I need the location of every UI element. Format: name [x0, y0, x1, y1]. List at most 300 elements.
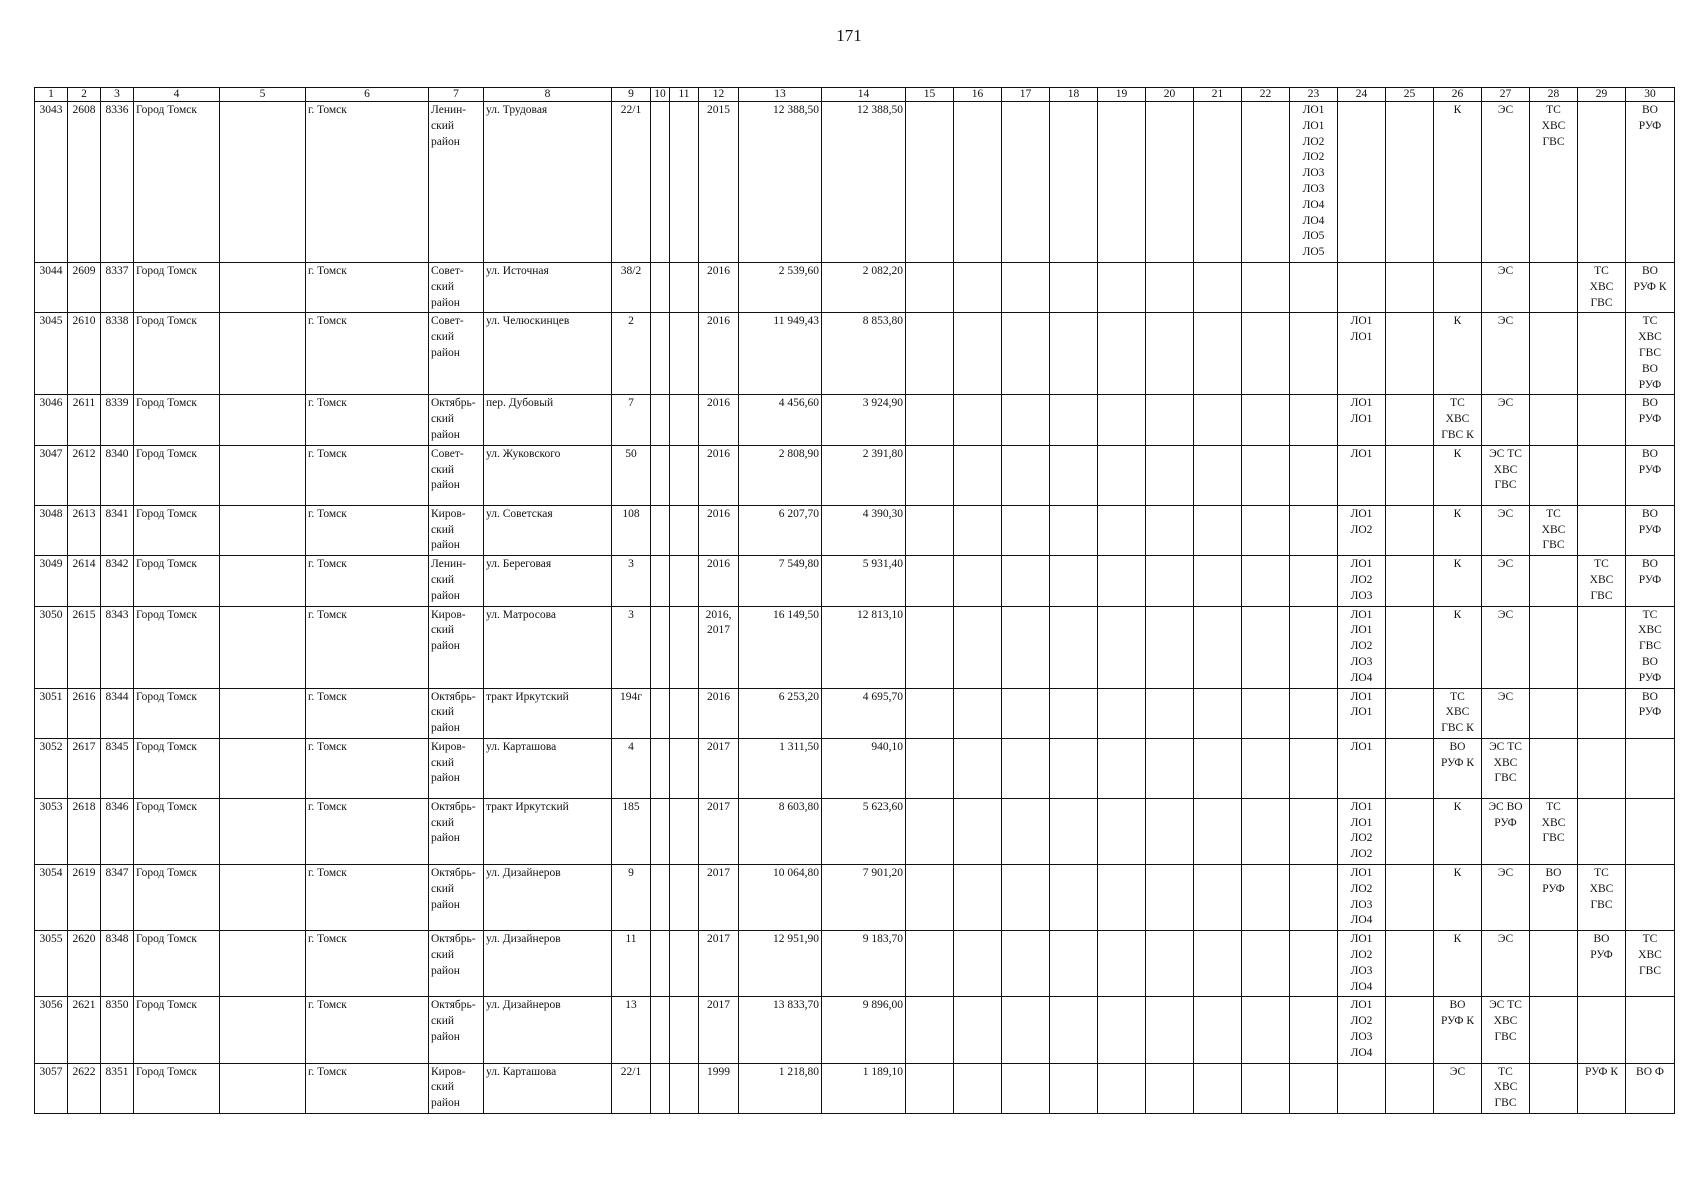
column-header-14: 14 [822, 88, 906, 102]
cell-col-8: ул. Советская [484, 505, 612, 555]
cell-col-24 [1338, 102, 1386, 263]
cell-col-29 [1578, 395, 1626, 445]
cell-col-11 [670, 738, 699, 798]
cell-col-23 [1290, 865, 1338, 931]
cell-col-1: 3050 [35, 606, 68, 688]
cell-col-27: ЭС [1482, 606, 1530, 688]
cell-col-12: 2017 [699, 798, 739, 864]
cell-col-13: 4 456,60 [739, 395, 822, 445]
cell-col-19 [1098, 395, 1146, 445]
cell-col-25 [1386, 395, 1434, 445]
cell-col-14: 2 082,20 [822, 262, 906, 312]
cell-col-20 [1146, 262, 1194, 312]
cell-col-23 [1290, 395, 1338, 445]
column-header-11: 11 [670, 88, 699, 102]
cell-col-20 [1146, 445, 1194, 505]
cell-col-18 [1050, 102, 1098, 263]
cell-col-12: 2016 [699, 262, 739, 312]
cell-col-18 [1050, 688, 1098, 738]
cell-col-5 [220, 505, 306, 555]
cell-col-5 [220, 997, 306, 1063]
cell-col-25 [1386, 556, 1434, 606]
cell-col-24: ЛО1 ЛО1 [1338, 395, 1386, 445]
cell-col-10 [651, 688, 670, 738]
cell-col-18 [1050, 505, 1098, 555]
cell-col-24: ЛО1 ЛО2 [1338, 505, 1386, 555]
table-body [35, 102, 1675, 1114]
cell-col-14: 12 813,10 [822, 606, 906, 688]
cell-col-21 [1194, 313, 1242, 395]
cell-col-28 [1530, 1063, 1578, 1113]
cell-col-5 [220, 556, 306, 606]
column-header-21: 21 [1194, 88, 1242, 102]
cell-col-19 [1098, 738, 1146, 798]
cell-col-4: Город Томск [134, 865, 220, 931]
cell-col-7: Октябрь- ский район [429, 997, 484, 1063]
cell-col-1: 3052 [35, 738, 68, 798]
cell-col-24: ЛО1 ЛО2 ЛО3 ЛО4 [1338, 931, 1386, 997]
cell-col-30: ВО РУФ [1626, 505, 1675, 555]
cell-col-12: 2016 [699, 313, 739, 395]
cell-col-21 [1194, 445, 1242, 505]
column-header-20: 20 [1146, 88, 1194, 102]
cell-col-22 [1242, 738, 1290, 798]
cell-col-10 [651, 313, 670, 395]
cell-col-8: ул. Дизайнеров [484, 865, 612, 931]
cell-col-22 [1242, 313, 1290, 395]
cell-col-5 [220, 445, 306, 505]
cell-col-13: 1 311,50 [739, 738, 822, 798]
cell-col-14: 9 183,70 [822, 931, 906, 997]
cell-col-10 [651, 738, 670, 798]
cell-col-22 [1242, 865, 1290, 931]
cell-col-7: Октябрь- ский район [429, 931, 484, 997]
cell-col-6: г. Томск [306, 865, 429, 931]
cell-col-18 [1050, 738, 1098, 798]
table-row [35, 102, 1675, 263]
cell-col-20 [1146, 556, 1194, 606]
cell-col-27: ЭС [1482, 556, 1530, 606]
cell-col-27: ЭС ТС ХВС ГВС [1482, 445, 1530, 505]
cell-col-12: 2016, 2017 [699, 606, 739, 688]
cell-col-16 [954, 606, 1002, 688]
cell-col-13: 1 218,80 [739, 1063, 822, 1113]
cell-col-25 [1386, 865, 1434, 931]
cell-col-17 [1002, 865, 1050, 931]
cell-col-26: К [1434, 556, 1482, 606]
cell-col-21 [1194, 997, 1242, 1063]
cell-col-15 [906, 505, 954, 555]
cell-col-15 [906, 997, 954, 1063]
cell-col-3: 8351 [101, 1063, 134, 1113]
column-header-13: 13 [739, 88, 822, 102]
cell-col-21 [1194, 738, 1242, 798]
cell-col-1: 3048 [35, 505, 68, 555]
cell-col-6: г. Томск [306, 102, 429, 263]
cell-col-4: Город Томск [134, 798, 220, 864]
cell-col-30: ТС ХВС ГВС ВО РУФ [1626, 606, 1675, 688]
cell-col-6: г. Томск [306, 505, 429, 555]
cell-col-15 [906, 102, 954, 263]
column-header-30: 30 [1626, 88, 1675, 102]
cell-col-13: 7 549,80 [739, 556, 822, 606]
cell-col-11 [670, 798, 699, 864]
cell-col-24: ЛО1 [1338, 445, 1386, 505]
column-header-5: 5 [220, 88, 306, 102]
cell-col-10 [651, 505, 670, 555]
cell-col-16 [954, 445, 1002, 505]
table-row [35, 798, 1675, 864]
cell-col-19 [1098, 505, 1146, 555]
data-table [34, 87, 1675, 1114]
column-header-25: 25 [1386, 88, 1434, 102]
cell-col-17 [1002, 102, 1050, 263]
cell-col-16 [954, 798, 1002, 864]
cell-col-25 [1386, 606, 1434, 688]
cell-col-27: ЭС [1482, 865, 1530, 931]
table-row [35, 688, 1675, 738]
table-row [35, 313, 1675, 395]
cell-col-23 [1290, 445, 1338, 505]
cell-col-28 [1530, 738, 1578, 798]
cell-col-25 [1386, 738, 1434, 798]
cell-col-25 [1386, 102, 1434, 263]
cell-col-9: 108 [612, 505, 651, 555]
cell-col-3: 8339 [101, 395, 134, 445]
cell-col-11 [670, 1063, 699, 1113]
cell-col-7: Октябрь- ский район [429, 688, 484, 738]
cell-col-27: ЭС ТС ХВС ГВС [1482, 997, 1530, 1063]
cell-col-14: 7 901,20 [822, 865, 906, 931]
cell-col-8: ул. Трудовая [484, 102, 612, 263]
column-header-9: 9 [612, 88, 651, 102]
cell-col-22 [1242, 1063, 1290, 1113]
cell-col-10 [651, 102, 670, 263]
cell-col-29 [1578, 738, 1626, 798]
cell-col-26: К [1434, 505, 1482, 555]
cell-col-13: 13 833,70 [739, 997, 822, 1063]
table-row [35, 395, 1675, 445]
cell-col-27: ЭС [1482, 931, 1530, 997]
cell-col-28: ТС ХВС ГВС [1530, 505, 1578, 555]
cell-col-21 [1194, 798, 1242, 864]
cell-col-25 [1386, 313, 1434, 395]
column-header-26: 26 [1434, 88, 1482, 102]
cell-col-2: 2615 [68, 606, 101, 688]
cell-col-23 [1290, 606, 1338, 688]
cell-col-11 [670, 931, 699, 997]
cell-col-15 [906, 738, 954, 798]
cell-col-29 [1578, 313, 1626, 395]
cell-col-12: 2017 [699, 931, 739, 997]
cell-col-18 [1050, 445, 1098, 505]
table-row [35, 505, 1675, 555]
cell-col-24: ЛО1 ЛО1 ЛО2 ЛО2 [1338, 798, 1386, 864]
cell-col-19 [1098, 313, 1146, 395]
cell-col-9: 194г [612, 688, 651, 738]
table-row [35, 865, 1675, 931]
cell-col-30: ТС ХВС ГВС [1626, 931, 1675, 997]
cell-col-4: Город Томск [134, 931, 220, 997]
cell-col-9: 185 [612, 798, 651, 864]
cell-col-29: ТС ХВС ГВС [1578, 556, 1626, 606]
cell-col-2: 2621 [68, 997, 101, 1063]
cell-col-21 [1194, 1063, 1242, 1113]
cell-col-4: Город Томск [134, 997, 220, 1063]
cell-col-5 [220, 865, 306, 931]
cell-col-6: г. Томск [306, 395, 429, 445]
cell-col-15 [906, 262, 954, 312]
cell-col-2: 2614 [68, 556, 101, 606]
table-row [35, 738, 1675, 798]
cell-col-30: ВО РУФ [1626, 395, 1675, 445]
cell-col-29: ВО РУФ [1578, 931, 1626, 997]
cell-col-10 [651, 262, 670, 312]
cell-col-22 [1242, 556, 1290, 606]
cell-col-30: ВО РУФ [1626, 102, 1675, 263]
cell-col-28: ВО РУФ [1530, 865, 1578, 931]
cell-col-18 [1050, 997, 1098, 1063]
cell-col-14: 12 388,50 [822, 102, 906, 263]
cell-col-1: 3043 [35, 102, 68, 263]
cell-col-9: 3 [612, 606, 651, 688]
cell-col-21 [1194, 865, 1242, 931]
table-row [35, 997, 1675, 1063]
cell-col-16 [954, 738, 1002, 798]
cell-col-8: ул. Карташова [484, 1063, 612, 1113]
table-row [35, 1063, 1675, 1113]
cell-col-25 [1386, 445, 1434, 505]
cell-col-10 [651, 865, 670, 931]
cell-col-3: 8346 [101, 798, 134, 864]
cell-col-23 [1290, 313, 1338, 395]
cell-col-16 [954, 505, 1002, 555]
cell-col-11 [670, 688, 699, 738]
cell-col-2: 2610 [68, 313, 101, 395]
cell-col-11 [670, 262, 699, 312]
cell-col-9: 11 [612, 931, 651, 997]
cell-col-20 [1146, 865, 1194, 931]
cell-col-5 [220, 395, 306, 445]
cell-col-18 [1050, 556, 1098, 606]
cell-col-17 [1002, 798, 1050, 864]
cell-col-12: 2017 [699, 997, 739, 1063]
cell-col-29 [1578, 798, 1626, 864]
cell-col-16 [954, 931, 1002, 997]
cell-col-14: 940,10 [822, 738, 906, 798]
cell-col-18 [1050, 606, 1098, 688]
cell-col-23 [1290, 738, 1338, 798]
cell-col-4: Город Томск [134, 606, 220, 688]
cell-col-2: 2609 [68, 262, 101, 312]
cell-col-10 [651, 445, 670, 505]
cell-col-28: ТС ХВС ГВС [1530, 102, 1578, 263]
cell-col-11 [670, 395, 699, 445]
cell-col-29 [1578, 102, 1626, 263]
cell-col-9: 9 [612, 865, 651, 931]
cell-col-16 [954, 556, 1002, 606]
cell-col-24 [1338, 1063, 1386, 1113]
cell-col-17 [1002, 688, 1050, 738]
cell-col-13: 16 149,50 [739, 606, 822, 688]
cell-col-10 [651, 1063, 670, 1113]
cell-col-16 [954, 865, 1002, 931]
cell-col-17 [1002, 931, 1050, 997]
cell-col-29 [1578, 688, 1626, 738]
cell-col-9: 38/2 [612, 262, 651, 312]
cell-col-14: 9 896,00 [822, 997, 906, 1063]
cell-col-12: 2015 [699, 102, 739, 263]
cell-col-14: 1 189,10 [822, 1063, 906, 1113]
cell-col-24: ЛО1 [1338, 738, 1386, 798]
cell-col-6: г. Томск [306, 997, 429, 1063]
cell-col-5 [220, 1063, 306, 1113]
cell-col-21 [1194, 688, 1242, 738]
cell-col-25 [1386, 688, 1434, 738]
cell-col-21 [1194, 102, 1242, 263]
cell-col-20 [1146, 997, 1194, 1063]
cell-col-30 [1626, 997, 1675, 1063]
cell-col-15 [906, 556, 954, 606]
cell-col-7: Совет- ский район [429, 313, 484, 395]
cell-col-28 [1530, 931, 1578, 997]
cell-col-16 [954, 997, 1002, 1063]
cell-col-4: Город Томск [134, 102, 220, 263]
column-header-6: 6 [306, 88, 429, 102]
table-row [35, 606, 1675, 688]
cell-col-14: 5 623,60 [822, 798, 906, 864]
cell-col-2: 2616 [68, 688, 101, 738]
cell-col-23 [1290, 505, 1338, 555]
cell-col-9: 4 [612, 738, 651, 798]
cell-col-14: 4 390,30 [822, 505, 906, 555]
cell-col-13: 11 949,43 [739, 313, 822, 395]
cell-col-6: г. Томск [306, 798, 429, 864]
cell-col-27: ТС ХВС ГВС [1482, 1063, 1530, 1113]
cell-col-4: Город Томск [134, 395, 220, 445]
cell-col-4: Город Томск [134, 556, 220, 606]
cell-col-16 [954, 262, 1002, 312]
cell-col-14: 4 695,70 [822, 688, 906, 738]
cell-col-19 [1098, 556, 1146, 606]
cell-col-24: ЛО1 ЛО2 ЛО3 ЛО4 [1338, 997, 1386, 1063]
cell-col-30 [1626, 865, 1675, 931]
cell-col-12: 2016 [699, 556, 739, 606]
cell-col-10 [651, 931, 670, 997]
cell-col-2: 2612 [68, 445, 101, 505]
cell-col-27: ЭС ВО РУФ [1482, 798, 1530, 864]
page-number: 171 [836, 26, 862, 45]
column-header-7: 7 [429, 88, 484, 102]
cell-col-3: 8345 [101, 738, 134, 798]
cell-col-28 [1530, 313, 1578, 395]
cell-col-25 [1386, 505, 1434, 555]
cell-col-20 [1146, 606, 1194, 688]
cell-col-3: 8341 [101, 505, 134, 555]
cell-col-19 [1098, 606, 1146, 688]
cell-col-7: Совет- ский район [429, 445, 484, 505]
cell-col-10 [651, 395, 670, 445]
cell-col-30: ВО РУФ [1626, 445, 1675, 505]
cell-col-5 [220, 931, 306, 997]
cell-col-2: 2618 [68, 798, 101, 864]
cell-col-2: 2608 [68, 102, 101, 263]
cell-col-8: ул. Жуковского [484, 445, 612, 505]
cell-col-7: Октябрь- ский район [429, 395, 484, 445]
cell-col-29: ТС ХВС ГВС [1578, 262, 1626, 312]
cell-col-30 [1626, 738, 1675, 798]
cell-col-12: 2017 [699, 738, 739, 798]
cell-col-1: 3051 [35, 688, 68, 738]
cell-col-22 [1242, 395, 1290, 445]
cell-col-15 [906, 1063, 954, 1113]
cell-col-17 [1002, 505, 1050, 555]
cell-col-13: 6 253,20 [739, 688, 822, 738]
cell-col-22 [1242, 688, 1290, 738]
cell-col-24 [1338, 262, 1386, 312]
cell-col-27: ЭС [1482, 262, 1530, 312]
cell-col-15 [906, 445, 954, 505]
cell-col-13: 8 603,80 [739, 798, 822, 864]
cell-col-25 [1386, 262, 1434, 312]
column-header-27: 27 [1482, 88, 1530, 102]
cell-col-7: Октябрь- ский район [429, 798, 484, 864]
cell-col-17 [1002, 738, 1050, 798]
cell-col-1: 3053 [35, 798, 68, 864]
cell-col-2: 2620 [68, 931, 101, 997]
cell-col-6: г. Томск [306, 931, 429, 997]
cell-col-16 [954, 395, 1002, 445]
cell-col-5 [220, 262, 306, 312]
cell-col-28 [1530, 688, 1578, 738]
cell-col-20 [1146, 1063, 1194, 1113]
cell-col-4: Город Томск [134, 505, 220, 555]
column-header-22: 22 [1242, 88, 1290, 102]
cell-col-29: ТС ХВС ГВС [1578, 865, 1626, 931]
cell-col-3: 8338 [101, 313, 134, 395]
cell-col-12: 2016 [699, 395, 739, 445]
cell-col-3: 8348 [101, 931, 134, 997]
cell-col-29: РУФ К [1578, 1063, 1626, 1113]
cell-col-8: тракт Иркутский [484, 798, 612, 864]
cell-col-8: тракт Иркутский [484, 688, 612, 738]
column-header-29: 29 [1578, 88, 1626, 102]
cell-col-13: 10 064,80 [739, 865, 822, 931]
cell-col-18 [1050, 1063, 1098, 1113]
cell-col-16 [954, 102, 1002, 263]
cell-col-15 [906, 606, 954, 688]
cell-col-28 [1530, 262, 1578, 312]
cell-col-26: К [1434, 931, 1482, 997]
cell-col-25 [1386, 1063, 1434, 1113]
cell-col-26: К [1434, 313, 1482, 395]
cell-col-24: ЛО1 ЛО1 [1338, 688, 1386, 738]
cell-col-26: К [1434, 606, 1482, 688]
cell-col-2: 2619 [68, 865, 101, 931]
cell-col-28 [1530, 395, 1578, 445]
cell-col-18 [1050, 931, 1098, 997]
cell-col-28 [1530, 997, 1578, 1063]
cell-col-2: 2611 [68, 395, 101, 445]
cell-col-18 [1050, 395, 1098, 445]
cell-col-19 [1098, 445, 1146, 505]
cell-col-27: ЭС [1482, 505, 1530, 555]
cell-col-14: 3 924,90 [822, 395, 906, 445]
cell-col-30: ВО РУФ К [1626, 262, 1675, 312]
cell-col-8: пер. Дубовый [484, 395, 612, 445]
cell-col-19 [1098, 798, 1146, 864]
cell-col-2: 2617 [68, 738, 101, 798]
